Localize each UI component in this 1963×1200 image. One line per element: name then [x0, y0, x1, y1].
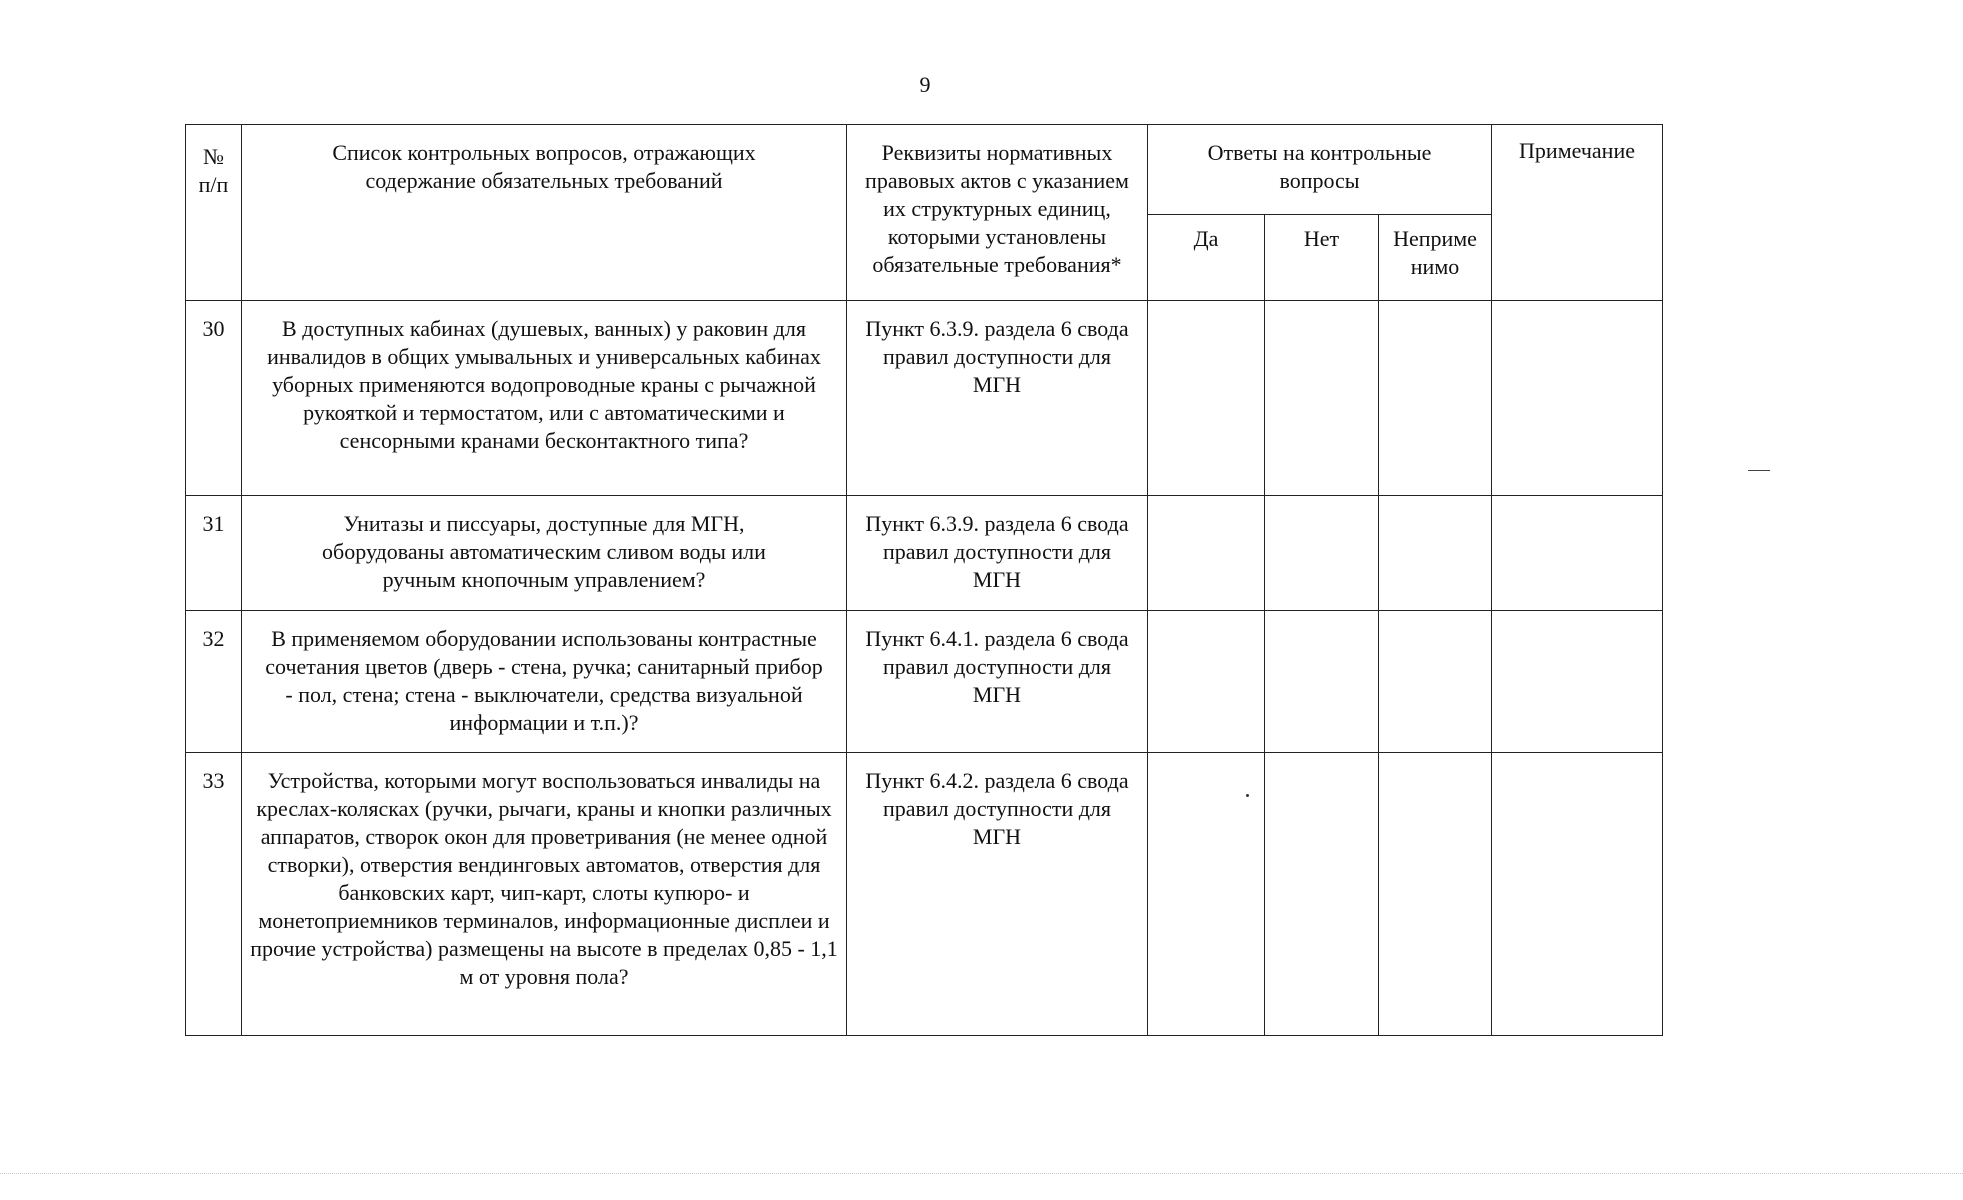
header-num-text: № п/п	[198, 144, 229, 197]
scan-noise-line	[0, 1173, 1963, 1174]
question-cell	[242, 496, 847, 611]
answer-yes-value	[1148, 753, 1264, 775]
question-text: Устройства, которыми могут воспользоваться инвалиды на креслах-колясках (ручки, рычаги, краны и кнопки различных аппаратов, створок окон для проветривания (не менее одной створки), отверстия вендинговых автоматов, отверстия для банковских карт, чип-карт, слоты купюро- и монетоприемников терминалов, информационные дисплеи и прочие устройства) размещены на высоте в пределах 0,85 - 1,1 м от уровня пола?	[250, 768, 838, 989]
answer-na-cell[interactable]	[1379, 496, 1492, 611]
header-note-text: Примечание	[1519, 138, 1635, 163]
answer-na-value	[1379, 611, 1491, 633]
answer-no-value	[1265, 753, 1378, 775]
answer-na-value	[1379, 301, 1491, 323]
answer-yes-cell[interactable]	[1148, 496, 1265, 611]
requisites-text: Пункт 6.3.9. раздела 6 свода правил доступности для МГН	[865, 511, 1129, 592]
header-answer-no	[1265, 215, 1379, 301]
answer-na-cell[interactable]	[1379, 611, 1492, 753]
note-value	[1492, 611, 1662, 633]
answer-na-cell[interactable]	[1379, 301, 1492, 496]
header-answers-group-text: Ответы на контрольные вопросы	[1207, 140, 1432, 193]
note-value	[1492, 753, 1662, 775]
header-answer-no-text: Нет	[1303, 226, 1340, 251]
requisites-text: Пункт 6.3.9. раздела 6 свода правил доступности для МГН	[865, 316, 1129, 397]
table-row	[186, 301, 1663, 496]
row-number-cell	[186, 496, 242, 611]
requisites-text: Пункт 6.4.2. раздела 6 свода правил доступности для МГН	[865, 768, 1129, 849]
margin-dash	[1748, 470, 1770, 471]
header-num	[186, 125, 242, 301]
answer-no-cell[interactable]	[1265, 496, 1379, 611]
answer-no-cell[interactable]	[1265, 301, 1379, 496]
page-number: 9	[919, 72, 931, 97]
header-question-text: Список контрольных вопросов, отражающих содержание обязательных требований	[332, 140, 756, 193]
note-cell[interactable]	[1492, 496, 1663, 611]
answer-no-cell[interactable]	[1265, 753, 1379, 1036]
header-answer-na-text: Неприме нимо	[1393, 226, 1477, 279]
requisites-cell	[847, 753, 1148, 1036]
table-row	[186, 611, 1663, 753]
header-requisites-text: Реквизиты нормативных правовых актов с указанием их структурных единиц, которыми установлены обязательные требования*	[865, 140, 1129, 277]
note-cell[interactable]	[1492, 301, 1663, 496]
requisites-cell	[847, 611, 1148, 753]
answer-yes-value	[1148, 496, 1264, 518]
row-number-cell	[186, 753, 242, 1036]
table-row	[186, 496, 1663, 611]
answer-no-value	[1265, 611, 1378, 633]
header-answer-yes-text: Да	[1193, 226, 1219, 251]
answer-no-value	[1265, 496, 1378, 518]
question-cell	[242, 301, 847, 496]
note-cell[interactable]	[1492, 753, 1663, 1036]
note-value	[1492, 301, 1662, 323]
question-text: В доступных кабинах (душевых, ванных) у раковин для инвалидов в общих умывальных и универсальных кабинах уборных применяются водопроводные краны с рычажной рукояткой и термостатом, или с автоматическими и сенсорными кранами бесконтактного типа?	[267, 316, 821, 453]
answer-no-cell[interactable]	[1265, 611, 1379, 753]
row-number: 31	[202, 511, 225, 536]
row-number-cell	[186, 611, 242, 753]
answer-yes-cell[interactable]	[1148, 611, 1265, 753]
question-text: Унитазы и писсуары, доступные для МГН, оборудованы автоматическим сливом воды или ручным кнопочным управлением?	[322, 511, 766, 592]
checklist-table	[185, 124, 1663, 1036]
answer-yes-value	[1148, 301, 1264, 323]
answer-na-value	[1379, 753, 1491, 775]
header-note	[1492, 125, 1663, 301]
note-value	[1492, 496, 1662, 518]
answer-no-value	[1265, 301, 1378, 323]
header-question	[242, 125, 847, 301]
row-number: 32	[202, 626, 225, 651]
question-cell	[242, 611, 847, 753]
header-answer-yes	[1148, 215, 1265, 301]
header-answer-na	[1379, 215, 1492, 301]
answer-na-cell[interactable]	[1379, 753, 1492, 1036]
table-row	[186, 753, 1663, 1036]
answer-yes-cell[interactable]	[1148, 301, 1265, 496]
question-text: В применяемом оборудовании использованы контрастные сочетания цветов (дверь - стена, ручка; санитарный прибор - пол, стена; стена - выключатели, средства визуальной информации и т.п.)?	[265, 626, 823, 735]
answer-yes-value	[1148, 611, 1264, 633]
stray-dot	[1246, 794, 1249, 797]
row-number-cell	[186, 301, 242, 496]
header-requisites	[847, 125, 1148, 301]
row-number: 30	[202, 316, 225, 341]
requisites-text: Пункт 6.4.1. раздела 6 свода правил доступности для МГН	[865, 626, 1129, 707]
note-cell[interactable]	[1492, 611, 1663, 753]
header-answers-group	[1148, 125, 1492, 215]
question-cell	[242, 753, 847, 1036]
requisites-cell	[847, 301, 1148, 496]
requisites-cell	[847, 496, 1148, 611]
row-number: 33	[202, 768, 225, 793]
answer-na-value	[1379, 496, 1491, 518]
